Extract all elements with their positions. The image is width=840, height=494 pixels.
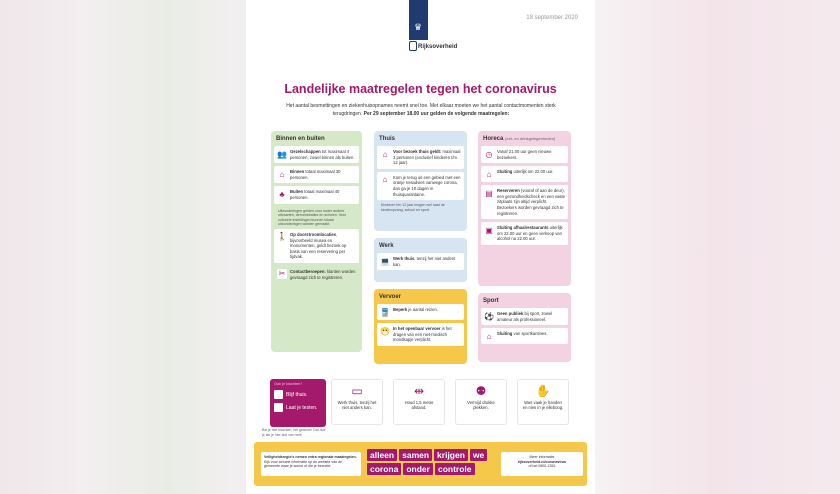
measure-card <box>481 185 568 219</box>
regional-note: Veiligheidsregio's nemen extra regionale maatregelen. Kijk voor actuele informatie op de website van de gemeente waar je woont of die je bezoekt. <box>261 452 361 476</box>
symptoms-box <box>270 379 326 427</box>
section-sport <box>478 293 571 362</box>
contact-icon: ✂ <box>278 269 286 279</box>
measure-text: Buiten totaal maximaal 40 personen. <box>290 189 340 200</box>
logo-text: Rijksoverheid <box>418 44 458 50</box>
measure-card <box>481 166 568 182</box>
section-horeca <box>478 131 571 286</box>
house-icon: ⌂ <box>279 169 285 179</box>
clock-icon: ◷ <box>485 149 493 159</box>
laptop-icon: ▭ <box>351 384 363 398</box>
laptop-icon: 💻 <box>380 256 390 266</box>
section-title: Sport <box>483 298 499 304</box>
measure-card <box>274 166 359 183</box>
exception-note: Uitzonderingen gelden voor onder andere uitvaarten, demonstraties en scholen. Voor culturele instellingen kunnen lokaal uitzonderingen worden gemaakt. <box>278 208 347 227</box>
measure-card <box>274 229 359 263</box>
crown-icon: ♛ <box>414 22 423 32</box>
section-title: Vervoer <box>379 294 402 300</box>
section-thuis <box>374 131 467 231</box>
section-title: Horeca (eet- en drinkgelegenheden) <box>483 136 556 142</box>
get-tested-row: Laat je testen. <box>274 403 322 412</box>
measure-text: In het openbaar vervoer is het dragen van een niet-medisch mondkapje verplicht. <box>393 326 452 343</box>
measure-text: Sluiting afhaalrestaurants uiterlijk om 22.00 uur en geen verkoop van alcohol na 22.00 uur. <box>497 225 563 242</box>
measure-card <box>377 253 464 270</box>
intro-bold: Per 29 september 18.00 uur gelden de volgende maatregelen: <box>363 111 510 117</box>
logo-bar <box>409 0 428 40</box>
distance-icon: ⇹ <box>413 384 425 398</box>
measure-card <box>481 146 568 163</box>
measure-text: Voor bezoek thuis geldt: maximaal 3 personen (exclusief kinderen t/m 12 jaar). <box>393 149 461 166</box>
measure-card <box>377 323 464 346</box>
test-icon <box>274 403 283 412</box>
tile-work-home: ▭ Werk thuis, tenzij het niet anders kan. <box>331 379 383 425</box>
date: 18 september 2020 <box>526 15 578 21</box>
crowd-icon: ⚉ <box>475 384 487 398</box>
section-title: Thuis <box>379 136 395 142</box>
section-werk <box>374 238 467 282</box>
measure-card <box>274 266 359 283</box>
emblem-icon <box>409 41 417 51</box>
home-icon <box>274 390 283 399</box>
footer-banner <box>254 442 587 486</box>
page-title: Landelijke maatregelen tegen het coronavirus <box>284 82 557 96</box>
measure-card <box>377 146 464 169</box>
measure-text: Contactberoepen: klanten worden gevraagd zich te registreren. <box>290 268 356 280</box>
measure-text: Sluiting uiterlijk om 22.00 uur. <box>497 169 554 175</box>
handwash-icon: ✋ <box>535 384 551 398</box>
slogan <box>367 449 483 477</box>
tile-handwash: ✋ Was vaak je handen en nies in je elleboog. <box>517 379 569 425</box>
measure-text: Kom je terug uit een gebied met een oranje reisadvies vanwege corona, dan ga je 10 dagen in thuisquarantaine. <box>393 174 461 197</box>
section-title: Binnen en buiten <box>276 136 325 142</box>
football-icon: ⚽ <box>484 311 494 321</box>
symptoms-note: Bel je niet klachten, bel gewoon! Dat doe je als je hier last van hebt. <box>262 428 326 437</box>
section-vervoer <box>374 289 467 364</box>
measure-text: Gezelschappen tot maximaal 4 personen, zowel binnen als buiten. <box>290 149 355 160</box>
poster <box>246 0 595 494</box>
measure-text: Werk thuis, tenzij het niet anders kan. <box>393 256 456 267</box>
reservation-icon: ▤ <box>485 188 493 198</box>
slogan-line: corona onder controle <box>367 463 483 475</box>
measure-card <box>481 308 568 325</box>
measure-text: Binnen totaal maximaal 30 personen. <box>290 169 341 180</box>
intro-text <box>276 102 566 118</box>
stay-home-row: Blijf thuis. <box>274 390 322 399</box>
measure-card <box>481 222 568 245</box>
symptoms-heading: Ook je klachten? <box>274 382 303 386</box>
exception-note: Kinderen t/m 12 jaar mogen wel naar de kinderopvang, school en sport. <box>381 203 445 212</box>
section-title: Werk <box>379 243 394 249</box>
mask-icon: 😷 <box>380 326 390 336</box>
house-icon: ⌂ <box>382 149 388 159</box>
people-walking-icon: 🚶 <box>277 232 287 242</box>
measure-text: Beperk je aantal reizen. <box>393 307 438 312</box>
closed-icon: ⌂ <box>486 169 492 179</box>
measure-card <box>274 186 359 203</box>
section-binnen-buiten <box>271 131 362 352</box>
quarantine-icon: ⌂ <box>382 175 388 185</box>
tile-distance: ⇹ Houd 1,5 meter afstand. <box>393 379 445 425</box>
measure-card <box>274 146 359 163</box>
measure-text: Op doorstroomlocaties, bijvoorbeeld musea en monumenten, geldt bezoek op basis van een reservering per tijdvak. <box>290 231 347 260</box>
intro-line: Het aantal besmettingen en ziekenhuisopnames neemt snel toe. Met elkaar moeten we het aantal contactmomenten sterk terugdringen. <box>286 103 556 117</box>
measure-text: Reserveren (vooraf of aan de deur), een gezondheidscheck en een vaste zitplaats zijn altijd verplicht. Bezoekers worden gevraagd zich te registreren. <box>497 188 565 216</box>
canteen-icon: ⌂ <box>486 331 492 341</box>
slogan-line: alleen samen krijgen we <box>367 449 483 461</box>
measure-card <box>377 304 464 320</box>
measure-text: Sluiting van sportkantines. <box>497 331 548 337</box>
info-link[interactable]: rijksoverheid.nl/coronavirus <box>517 459 567 464</box>
measure-card <box>481 328 568 344</box>
measure-text: Geen publiek bij sport, zowel amateur als professioneel. <box>497 311 553 322</box>
measure-card <box>377 172 464 200</box>
train-icon: 🚆 <box>380 307 390 317</box>
more-info: Meer informatie rijksoverheid.nl/coronavirus of bel 0800-1351 <box>501 452 583 476</box>
tile-crowds: ⚉ Vermijd drukke plekken. <box>455 379 507 425</box>
measure-text: Vanaf 21.00 uur geen nieuwe bezoekers. <box>497 149 552 160</box>
tree-icon: ♣ <box>279 189 285 199</box>
takeaway-icon: ▣ <box>485 225 493 235</box>
group-icon: 👥 <box>277 149 287 159</box>
